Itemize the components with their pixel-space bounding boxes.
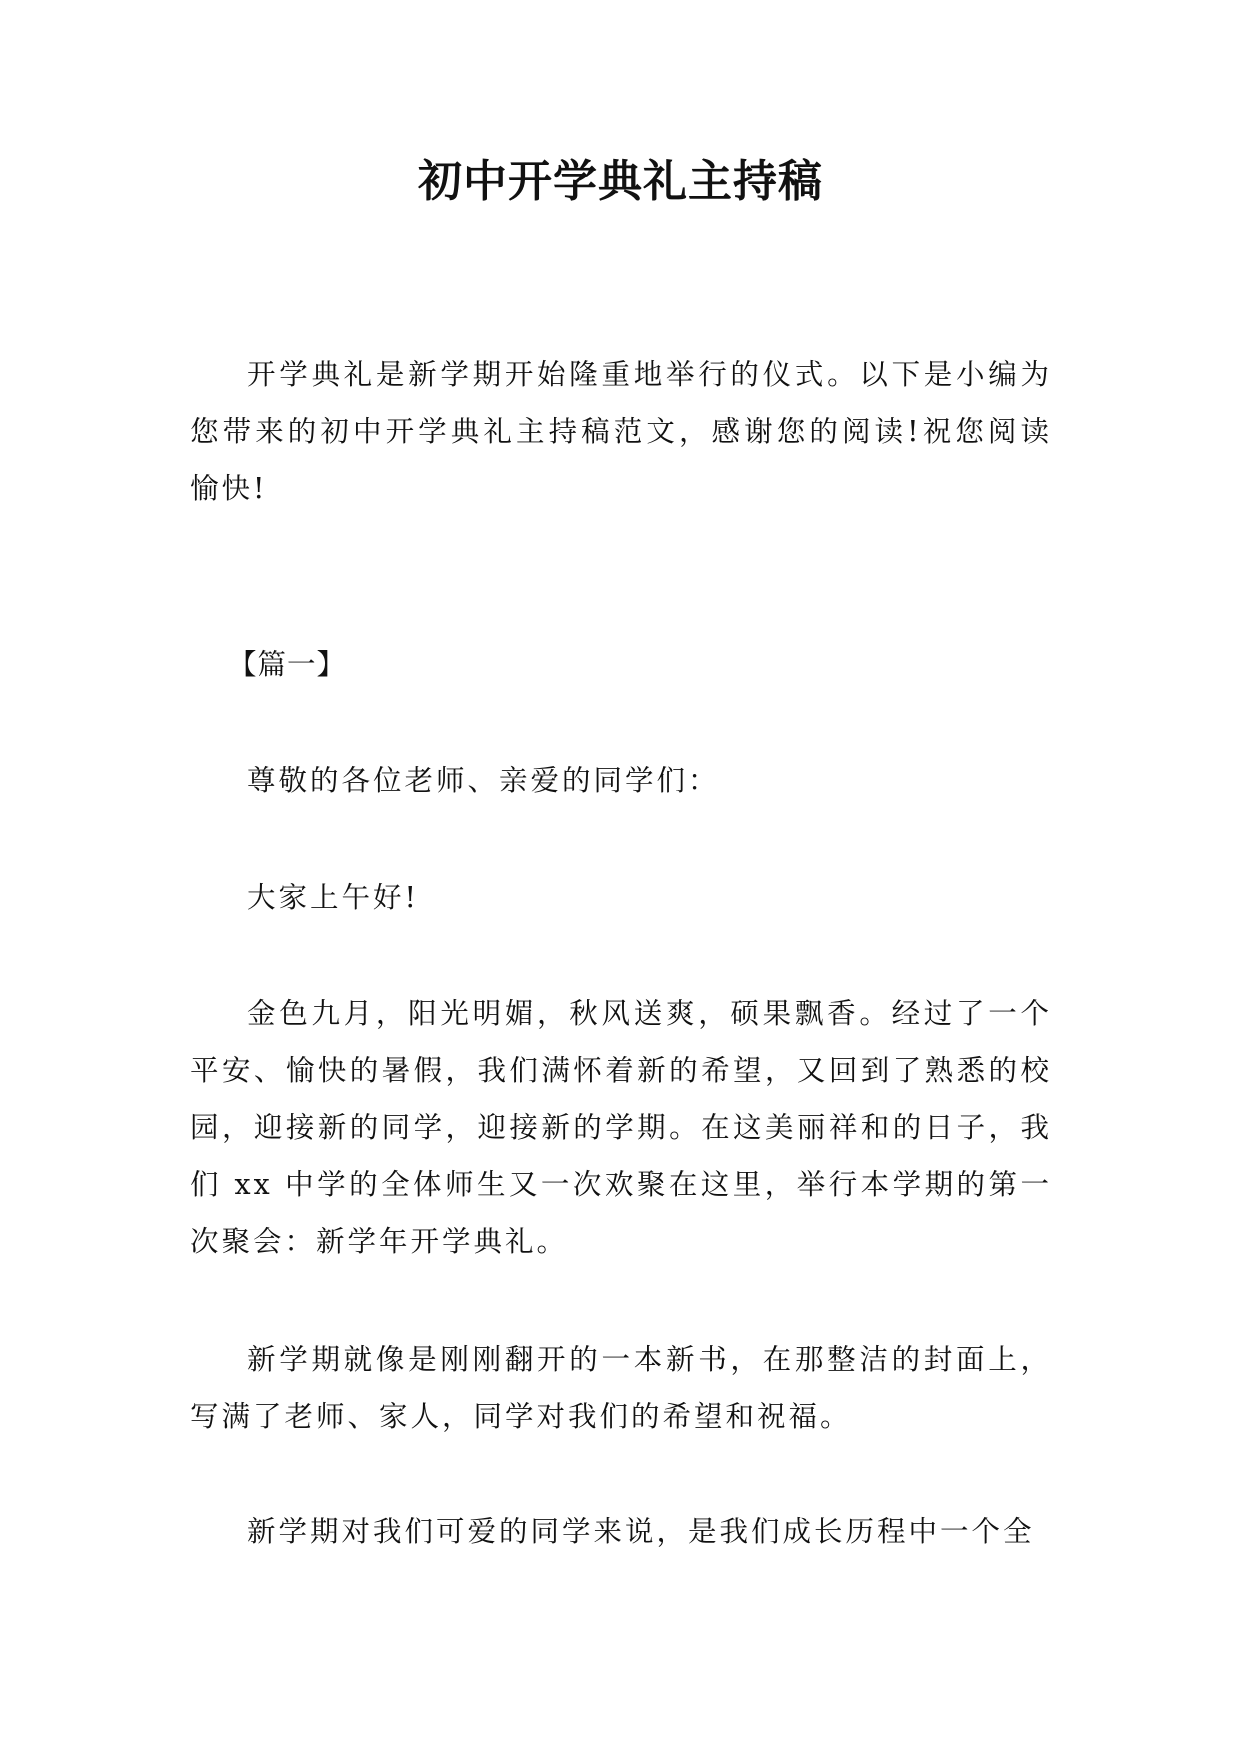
- salutation-paragraph: 尊敬的各位老师、亲爱的同学们：: [247, 764, 720, 797]
- intro-paragraph: 开学典礼是新学期开始隆重地举行的仪式。以下是小编为您带来的初中开学典礼主持稿范文，感谢您的阅读!祝您阅读愉快!: [190, 358, 1052, 505]
- section-label: 【篇一】: [228, 648, 347, 681]
- body-paragraph-3: 新学期对我们可爱的同学来说，是我们成长历程中一个全: [247, 1515, 1035, 1548]
- body-paragraph-2: 新学期就像是刚刚翻开的一本新书，在那整洁的封面上，写满了老师、家人，同学对我们的希望和祝福。: [190, 1343, 1052, 1433]
- document-title: 初中开学典礼主持稿: [418, 156, 823, 207]
- greeting-paragraph: 大家上午好!: [247, 881, 419, 914]
- body-paragraph-1: 金色九月，阳光明媚，秋风送爽，硕果飘香。经过了一个平安、愉快的暑假，我们满怀着新的希望，又回到了熟悉的校园，迎接新的同学，迎接新的学期。在这美丽祥和的日子，我们 xx 中学的全体师生又一次欢聚在这里，举行本学期的第一次聚会：新学年开学典礼。: [190, 997, 1052, 1258]
